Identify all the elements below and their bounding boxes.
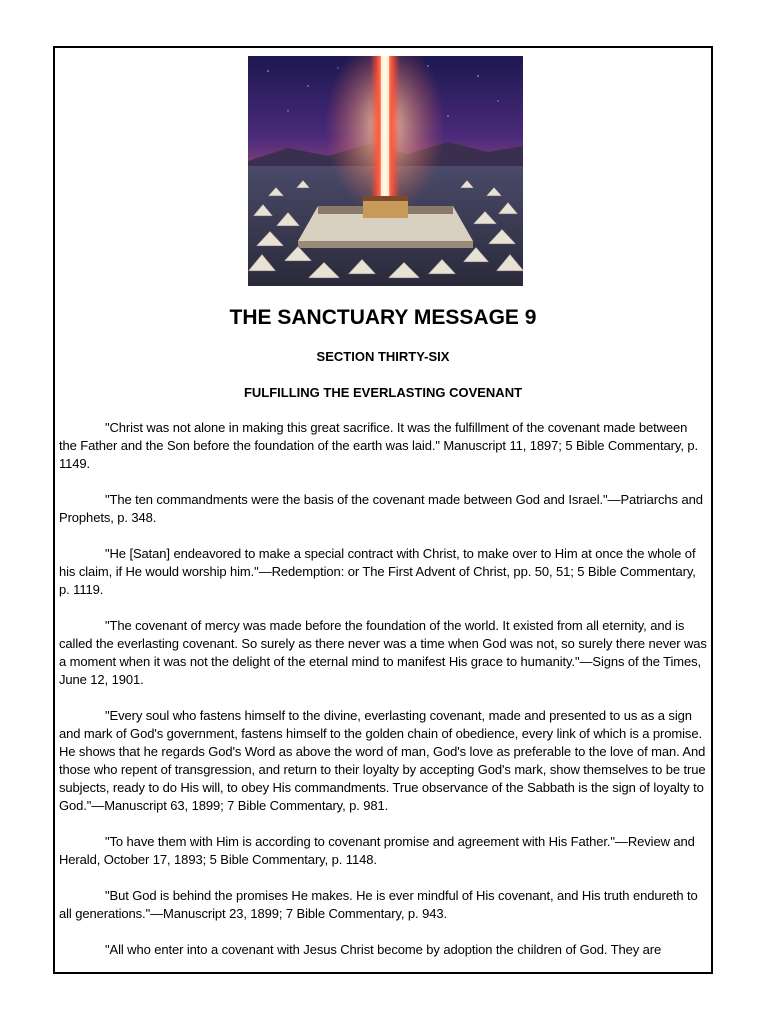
sanctuary-illustration xyxy=(248,56,523,286)
chapter-heading: FULFILLING THE EVERLASTING COVENANT xyxy=(243,385,523,400)
document-title: THE SANCTUARY MESSAGE 9 xyxy=(229,306,537,329)
body-paragraph: "All who enter into a covenant with Jesus Christ become by adoption the children of God. They are xyxy=(105,942,662,957)
body-paragraph: "To have them with Him is according to covenant promise and agreement with His Father."—Review and Herald, October 17, 1893; 5 Bible Commentary, p. 1148. xyxy=(59,834,695,867)
body-paragraph: "He [Satan] endeavored to make a special contract with Christ, to make over to Him at once the whole of his claim, if He would worship him."—Redemption: or The First Advent of Christ, pp. 50, 51; 5 Bible Commentary, p. 1119. xyxy=(59,546,696,597)
body-paragraph: "The ten commandments were the basis of the covenant made between God and Israel."—Patriarchs and Prophets, p. 348. xyxy=(59,492,703,525)
body-paragraph: "The covenant of mercy was made before the foundation of the world. It existed from all eternity, and is called the everlasting covenant. So surely as there never was a time when God was not, so surely there never was a moment when it was not the delight of the eternal mind to manifest His grace to humanity."—Signs of the Times, June 12, 1901. xyxy=(59,618,707,687)
section-heading: SECTION THIRTY-SIX xyxy=(316,349,450,364)
document-body xyxy=(59,419,707,974)
document-page xyxy=(53,46,713,974)
body-paragraph: "But God is behind the promises He makes. He is ever mindful of His covenant, and His truth endureth to all generations."—Manuscript 23, 1899; 7 Bible Commentary, p. 943. xyxy=(59,888,698,921)
body-paragraph: "Christ was not alone in making this great sacrifice. It was the fulfillment of the covenant made between the Father and the Son before the foundation of the earth was laid." Manuscript 11, 1897; 5 Bible Commentary, p. 1149. xyxy=(59,420,698,471)
body-paragraph: "Every soul who fastens himself to the divine, everlasting covenant, made and presented to us as a sign and mark of God's government, fastens himself to the golden chain of obedience, every link of which is a promise. He shows that he regards God's Word as above the word of man, God's love as preferable to the love of man. And those who repent of transgression, and return to their loyalty by accepting God's mark, show themselves to be true subjects, ready to do His will, to obey His commandments. True observance of the Sabbath is the sign of loyalty to God."—Manuscript 63, 1899; 7 Bible Commentary, p. 981. xyxy=(59,708,706,813)
